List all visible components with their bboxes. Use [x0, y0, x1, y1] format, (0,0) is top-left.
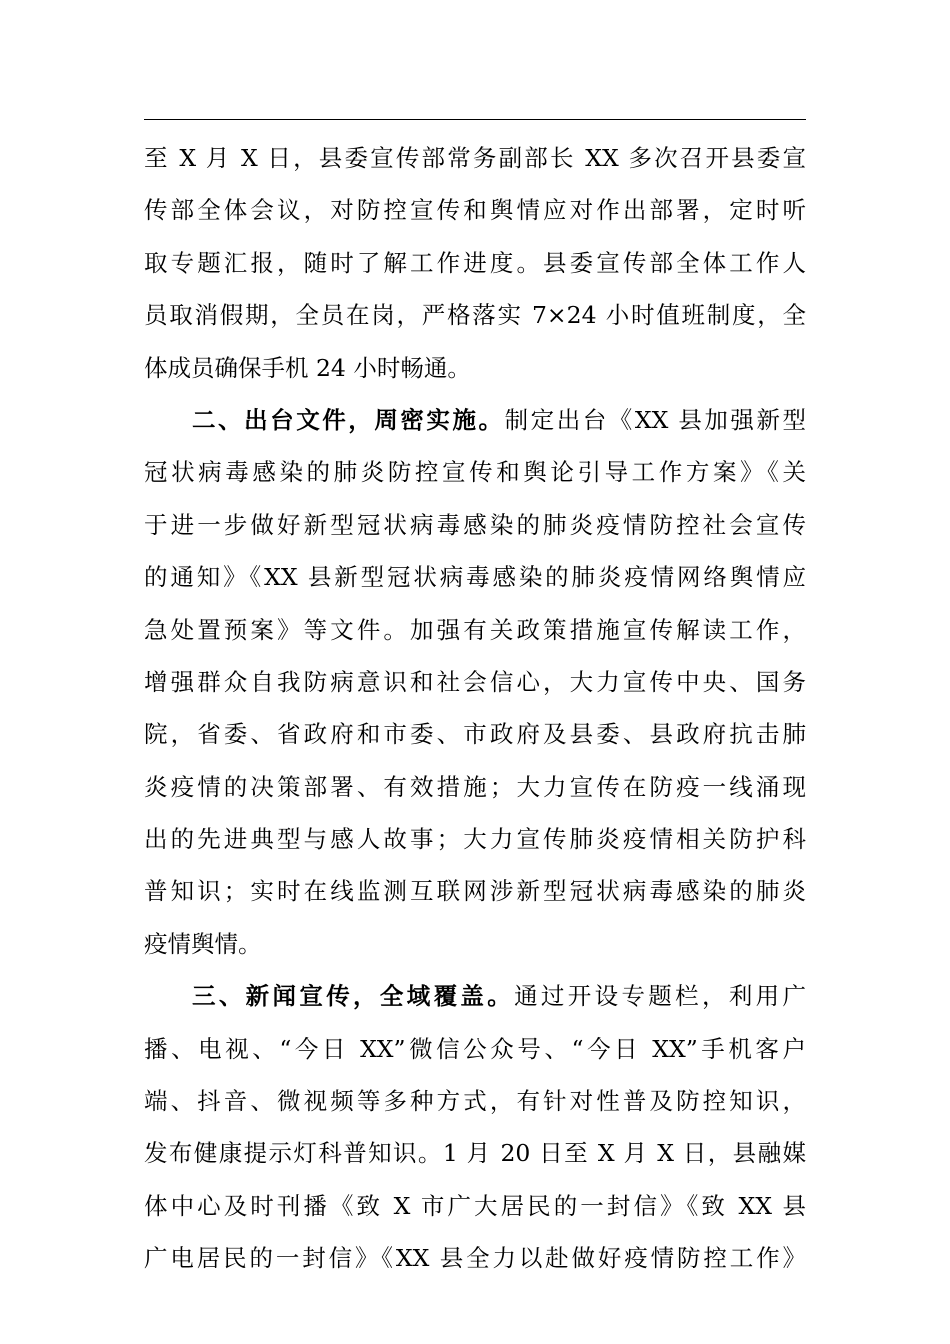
header-rule	[144, 119, 806, 120]
text-line: 体成员确保手机 24 小时畅通。	[144, 353, 471, 382]
text-line: 炎疫情的决策部署、有效措施；大力宣传在防疫一线涌现	[144, 772, 806, 801]
text-line: 疫情舆情。	[144, 929, 262, 958]
text-line: 传部全体会议，对防控宣传和舆情应对作出部署，定时听	[144, 196, 806, 225]
text-line: 端、抖音、微视频等多种方式，有针对性普及防控知识，	[144, 1087, 806, 1116]
text-line: 增强群众自我防病意识和社会信心，大力宣传中央、国务	[144, 667, 806, 696]
section-heading: 二、出台文件，周密实施。	[192, 405, 505, 434]
text-line: 播、电视、“今日 XX”微信公众号、“今日 XX”手机客户	[144, 1034, 806, 1063]
text-run: 制定出台《XX 县加强新型	[504, 405, 807, 434]
text-line: 冠状病毒感染的肺炎防控宣传和舆论引导工作方案》《关	[144, 458, 806, 487]
text-line: 至 X 月 X 日，县委宣传部常务副部长 XX 多次召开县委宣	[144, 144, 806, 172]
text-line: 发布健康提示灯科普知识。1 月 20 日至 X 月 X 日，县融媒	[144, 1139, 806, 1168]
text-line: 出的先进典型与感人故事；大力宣传肺炎疫情相关防护科	[144, 825, 806, 854]
document-body	[144, 134, 806, 1287]
text-line: 的通知》《XX 县新型冠状病毒感染的肺炎疫情网络舆情应	[144, 563, 806, 592]
text-line: 院，省委、省政府和市委、市政府及县委、县政府抗击肺	[144, 720, 806, 749]
text-line: 广电居民的一封信》《XX 县全力以赴做好疫情防控工作》	[144, 1244, 806, 1273]
text-line: 普知识；实时在线监测互联网涉新型冠状病毒感染的肺炎	[144, 877, 806, 906]
text-run: 通过开设专题栏，利用广	[514, 982, 807, 1011]
text-line: 员取消假期，全员在岗，严格落实 7×24 小时值班制度，全	[144, 301, 806, 330]
paragraph-first-line	[144, 972, 806, 1024]
text-line: 于进一步做好新型冠状病毒感染的肺炎疫情防控社会宣传	[144, 510, 806, 539]
section-heading: 三、新闻宣传，全域覆盖。	[192, 982, 515, 1011]
text-line: 取专题汇报，随时了解工作进度。县委宣传部全体工作人	[144, 248, 806, 277]
text-line: 体中心及时刊播《致 X 市广大居民的一封信》《致 XX 县	[144, 1191, 806, 1220]
text-line: 急处置预案》等文件。加强有关政策措施宣传解读工作，	[144, 615, 806, 644]
paragraph-first-line	[144, 396, 806, 448]
